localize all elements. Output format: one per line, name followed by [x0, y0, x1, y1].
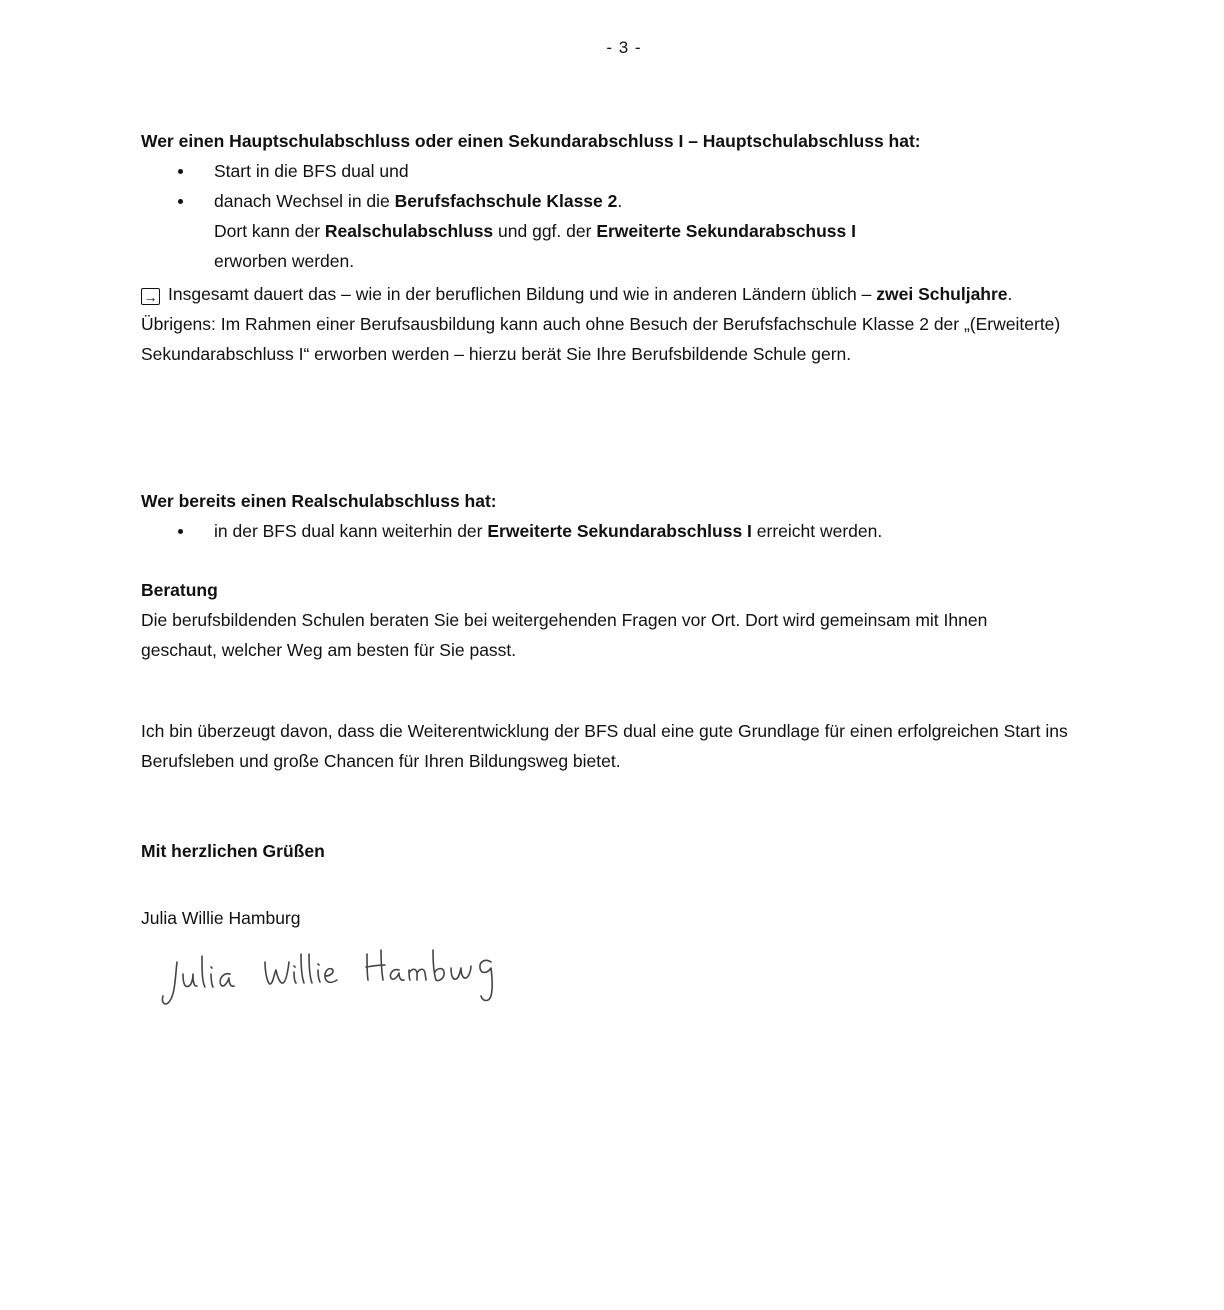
closing-paragraph: Ich bin überzeugt davon, dass die Weiterentwicklung der BFS dual eine gute Grundlage für einen erfolgreichen Start ins Berufsleben und große Chancen für Ihren Bildungsweg bietet. — [141, 721, 1068, 771]
emphasis: Erweiterte Sekundarabschuss I — [596, 221, 857, 241]
text: in der BFS dual kann weiterhin der — [214, 521, 488, 541]
signature-stroke — [211, 967, 213, 987]
signer-name: Julia Willie Hamburg — [141, 908, 301, 928]
signature-stroke — [309, 954, 312, 983]
emphasis: Realschulabschluss — [324, 221, 494, 241]
signature-stroke — [294, 966, 296, 983]
section-text: Die berufsbildenden Schulen beraten Sie bei weitergehenden Fragen vor Ort. Dort wird gemeinsam mit Ihnen geschaut, welcher Weg am besten für Sie passt. — [141, 610, 988, 660]
signature-stroke — [480, 960, 492, 1000]
list-item — [141, 516, 1111, 546]
punctuation: . — [1007, 284, 1013, 304]
section-heading: Beratung — [141, 580, 218, 600]
section-hauptschulabschluss — [141, 126, 1111, 369]
note-paragraph: Übrigens: Im Rahmen einer Berufsausbildung kann auch ohne Besuch der Berufsfachschule Klasse 2 der „(Erweiterte) Sekundarabschluss I“ erworben werden – hierzu berät Sie Ihre Berufsbildende Schule gern. — [141, 314, 1061, 364]
greeting: Mit herzlichen Grüßen — [141, 841, 325, 861]
signature-stroke — [366, 950, 385, 980]
list-continuation — [141, 216, 1111, 276]
bullet-list — [141, 156, 1111, 216]
summary-paragraph — [141, 279, 1111, 309]
list-item-text: danach Wechsel in die — [214, 191, 395, 211]
signature-stroke — [325, 969, 337, 983]
signature-stroke — [202, 956, 205, 987]
emphasis: Berufsfachschule Klasse 2 — [394, 191, 618, 211]
signature-stroke — [409, 969, 426, 980]
signature-stroke — [318, 964, 320, 982]
text: Insgesamt dauert das – wie in der beruflichen Bildung und wie in anderen Ländern üblich – — [168, 284, 877, 304]
handwritten-signature — [155, 940, 525, 1020]
emphasis: Erweiterte Sekundarabschluss I — [487, 521, 752, 541]
signature-stroke — [220, 974, 234, 987]
text: und ggf. der — [493, 221, 597, 241]
signature-stroke — [301, 954, 304, 983]
text: erreicht werden. — [751, 521, 883, 541]
list-item — [141, 186, 1111, 216]
emphasis: zwei Schuljahre — [876, 284, 1008, 304]
signature-stroke — [390, 970, 404, 981]
list-item — [141, 156, 1111, 186]
punctuation: . — [617, 191, 623, 211]
bullet-list — [141, 516, 1111, 546]
text: erworben werden. — [214, 251, 355, 271]
signature-stroke — [433, 950, 444, 981]
section-heading: Wer bereits einen Realschulabschluss hat: — [141, 491, 497, 511]
section-realschulabschluss — [141, 486, 1111, 546]
signature-stroke — [265, 962, 289, 984]
section-heading: Wer einen Hauptschulabschluss oder einen Sekundarabschluss I – Hauptschulabschluss hat: — [141, 131, 921, 151]
arrow-right-icon: → — [141, 288, 160, 305]
signature-stroke — [162, 962, 177, 1004]
list-item-text: Start in die BFS dual und — [214, 161, 409, 181]
page-number: - 3 - — [606, 38, 642, 57]
section-beratung — [141, 575, 1041, 665]
signature-stroke — [183, 974, 197, 987]
text: Dort kann der — [214, 221, 325, 241]
signature-stroke — [451, 966, 471, 979]
